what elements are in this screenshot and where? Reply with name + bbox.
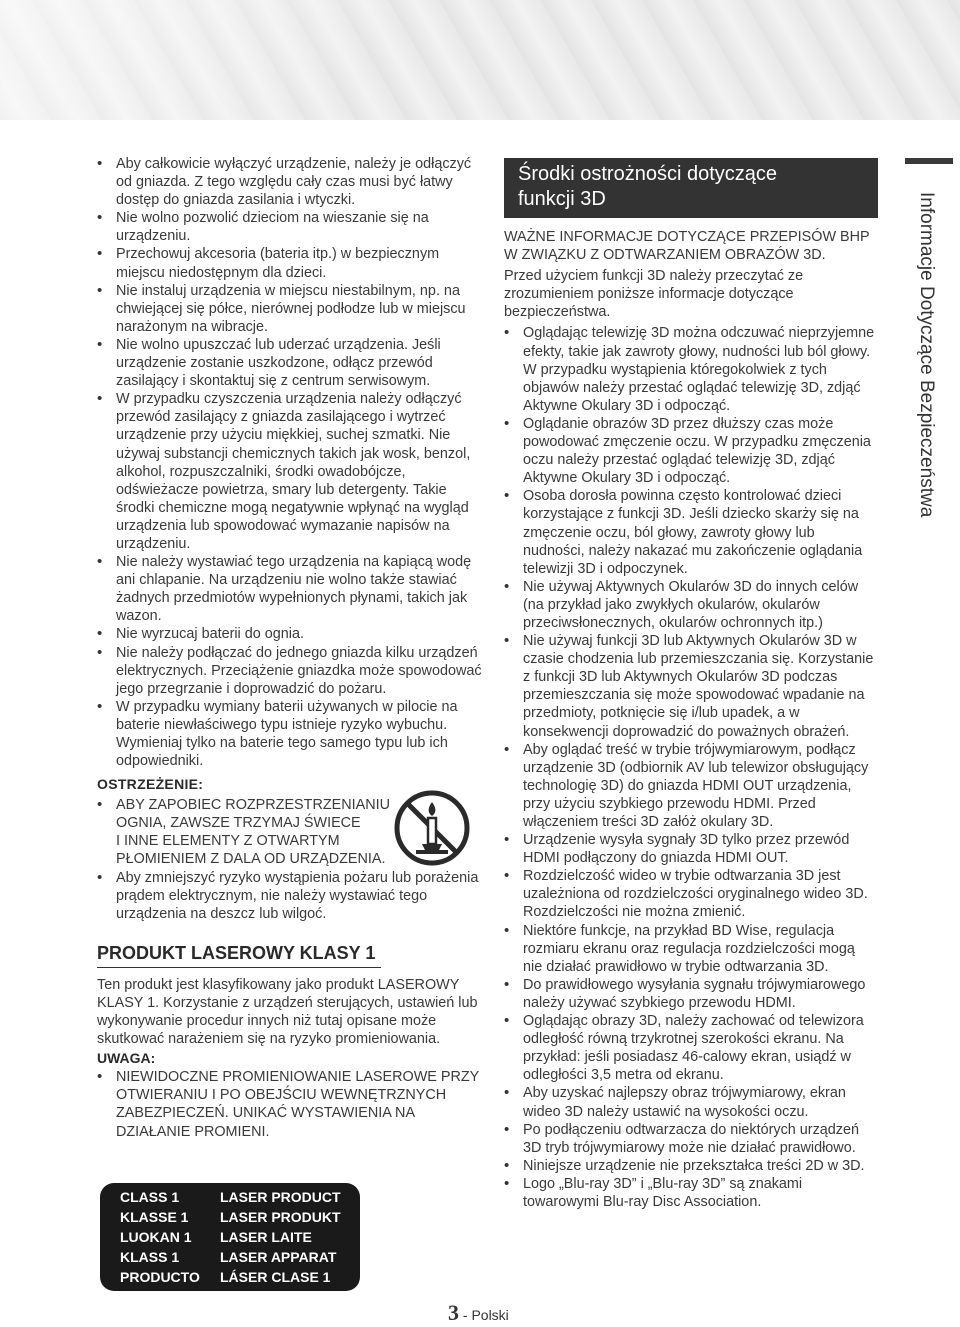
fire-warning-line: I INNE ELEMENTY Z OTWARTYM [116,833,340,850]
list-item: • Nie używaj funkcji 3D lub Aktywnych Okularów 3D w czasie chodzenia lub przemieszczania się. Korzystanie z funkcji 3D lub Aktywnych Okularów 3D podczas przemieszczania się może spowodować wpadanie na przedmioty, potknięcie się i/lub upadek, a w konsekwencji doprowadzić do poważnych obrażeń. [504,632,878,741]
list-item: • Nie instaluj urządzenia w miejscu niestabilnym, np. na chwiejącej się półce, nierównej podłodze lub w miejscu narażonym na wibracje. [97,282,482,336]
intro-important: WAŻNE INFORMACJE DOTYCZĄCE PRZEPISÓW BHP W ZWIĄZKU Z ODTWARZANIEM OBRAZÓW 3D. [504,229,870,264]
list-item: • Urządzenie wysyła sygnały 3D tylko przez przewód HDMI podłączony do gniazda HDMI OUT. [504,831,878,867]
left-column [97,155,482,1141]
section-title-box [504,158,878,218]
page-number: 3 [448,1300,459,1325]
laser-paragraph: Ten produkt jest klasyfikowany jako produkt LASEROWY KLASY 1. Korzystanie z urządzeń sterujących, ustawień lub wykonywanie procedur innych niż tutaj opisane może skutkować narażeniem się na ryzyko promieniowania. [97,976,478,1048]
list-item: • NIEWIDOCZNE PROMIENIOWANIE LASEROWE PRZY OTWIERANIU I PO OBEJŚCIU WEWNĘTRZNYCH ZABEZPIECZEŃ. UNIKAĆ WYSTAWIENIA NA DZIAŁANIE PROMIENI. [97,1068,482,1140]
list-item: • Osoba dorosła powinna często kontrolować dzieci korzystające z funkcji 3D. Jeśli dziecko skarży się na zmęczenie oczu, ból głowy, zawroty głowy lub nudności, należy nakazać mu zakończenie oglądania telewizji 3D i odpoczynek. [504,487,878,577]
list-item: • Aby uzyskać najlepszy obraz trójwymiarowy, ekran wideo 3D należy ustawić na wysokości oczu. [504,1084,878,1120]
list-item: • Nie używaj Aktywnych Okularów 3D do innych celów (na przykład jako zwykłych okularów, okularów przeciwsłonecznych, okularów ochronnych itp.) [504,578,878,632]
laser-label-row: PRODUCTO LÁSER CLASE 1 [120,1269,331,1285]
fire-warning-line: • ABY ZAPOBIEC ROZPRZESTRZENIANIU [116,797,390,814]
laser-label-row: KLASS 1 LASER APPARAT [120,1249,337,1265]
list-item: • Niektóre funkcje, na przykład BD Wise, regulacja rozmiaru ekranu oraz regulacja rozdzielczości mogą nie działać prawidłowo w trybie odtwarzania 3D. [504,922,878,976]
list-item: • Oglądając obrazy 3D, należy zachować od telewizora odległość równą trzykrotnej szerokości ekranu. Na przykład: jeśli posiadasz 46-calowy ekran, usiądź w odległości 3,5 metra od ekranu. [504,1012,878,1084]
section-sidebar [905,158,953,558]
page-language: - Polski [462,1307,509,1323]
list-item: • Nie wolno pozwolić dzieciom na wieszanie się na urządzeniu. [97,209,482,245]
fire-warning-line: PŁOMIENIEM Z DALA OD URZĄDZENIA. [116,851,386,868]
list-item: • W przypadku wymiany baterii używanych w pilocie na baterie niewłaściwego typu istnieje ryzyko wybuchu. Wymieniaj tylko na baterie tego samego typu lub ich odpowiedniki. [97,698,482,770]
list-item: • Aby oglądać treść w trybie trójwymiarowym, podłącz urządzenie 3D (odbiornik AV lub telewizor obsługujący technologię 3D) do gniazda HDMI OUT urządzenia, przy użyciu szybkiego przewodu HDMI. Przed włączeniem treści 3D załóż okulary 3D. [504,741,878,831]
laser-label-row: CLASS 1 LASER PRODUCT [120,1189,341,1205]
list-item: • Nie należy podłączać do jednego gniazda kilku urządzeń elektrycznych. Przeciążenie gniazdka może spowodować jego przegrzanie i doprowadzić do pożaru. [97,644,482,698]
sidebar-rule [905,158,953,164]
3d-bullet-list [504,324,878,1211]
safety-bullet-list [97,155,482,770]
section-title-line: funkcji 3D [518,188,606,210]
intro-text: Przed użyciem funkcji 3D należy przeczytać ze zrozumieniem poniższe informacje dotyczące bezpieczeństwa. [504,268,804,321]
decorative-header-banner [0,0,960,120]
laser-label-row: KLASSE 1 LASER PRODUKT [120,1209,341,1225]
list-item: • Do prawidłowego wysyłania sygnału trójwymiarowego należy używać szybkiego przewodu HDMI. [504,976,878,1012]
list-item: • Nie wolno upuszczać lub uderzać urządzenia. Jeśli urządzenie zostanie uszkodzone, odłącz przewód zasilający i skontaktuj się z centrum serwisowym. [97,336,482,390]
list-item: • Oglądanie obrazów 3D przez dłuższy czas może powodować zmęczenie oczu. W przypadku zmęczenia oczu należy przestać oglądać telewizję 3D, zdjąć Aktywne Okulary 3D i odpocząć. [504,415,878,487]
section-title-line: Środki ostrożności dotyczące [518,163,778,185]
caution-heading: UWAGA: [97,1050,156,1067]
list-item: • Rozdzielczość wideo w trybie odtwarzania 3D jest uzależniona od rozdzielczości oryginalnego wideo 3D. Rozdzielczości nie można zmienić. [504,867,878,921]
list-item: • Oglądając telewizję 3D można odczuwać nieprzyjemne efekty, takie jak zawroty głowy, nudności lub ból głowy. W przypadku wystąpienia któregokolwiek z tych objawów należy przestać oglądać telewizję 3D, zdjąć Aktywne Okulary 3D i odpocząć. [504,324,878,414]
page-footer [448,1300,509,1326]
sidebar-label: Informacje Dotyczące Bezpieczeństwa [916,192,937,518]
list-item: • Przechowuj akcesoria (bateria itp.) w bezpiecznym miejscu niedostępnym dla dzieci. [97,245,482,281]
list-item: • Po podłączeniu odtwarzacza do niektórych urządzeń 3D tryb trójwymiarowy może nie działać prawidłowo. [504,1121,878,1157]
laser-class-label [100,1183,360,1291]
no-open-flame-icon [392,788,472,868]
warning-heading: OSTRZEŻENIE: [97,776,204,793]
laser-label-row: LUOKAN 1 LASER LAITE [120,1229,312,1245]
list-item: • Nie należy wystawiać tego urządzenia na kapiącą wodę ani chlapanie. Na urządzeniu nie wolno także stawiać żadnych przedmiotów wypełnionych płynami, takich jak wazon. [97,553,482,625]
list-item: • Nie wyrzucaj baterii do ognia. [97,625,482,643]
list-item: • Aby zmniejszyć ryzyko wystąpienia pożaru lub porażenia prądem elektrycznym, nie należy wystawiać tego urządzenia na deszcz lub wilgoć. [97,869,482,923]
laser-section-heading: PRODUKT LASEROWY KLASY 1 [97,943,381,968]
list-item: • Aby całkowicie wyłączyć urządzenie, należy je odłączyć od gniazda. Z tego względu cały czas musi być łatwy dostęp do gniazda zasilania i wtyczki. [97,155,482,209]
right-column [504,158,878,1211]
fire-warning-line: OGNIA, ZAWSZE TRZYMAJ ŚWIECE [116,815,361,832]
list-item: • Niniejsze urządzenie nie przekształca treści 2D w 3D. [504,1157,878,1175]
list-item: • W przypadku czyszczenia urządzenia należy odłączyć przewód zasilający z gniazda zasilającego i wytrzeć urządzenie przy użyciu miękkiej, suchej szmatki. Nie używaj substancji chemicznych takich jak wosk, benzol, alkohol, rozpuszczalniki, środki owadobójcze, odświeżacze powietrza, smary lub detergenty. Takie środki chemiczne mogą negatywnie wpłynąć na wygląd urządzenia lub spowodować wymazanie napisów na urządzeniu. [97,390,482,553]
fire-warning-block [97,796,482,923]
list-item: • Logo „Blu-ray 3D” i „Blu-ray 3D” są znakami towarowymi Blu-ray Disc Association. [504,1175,878,1211]
